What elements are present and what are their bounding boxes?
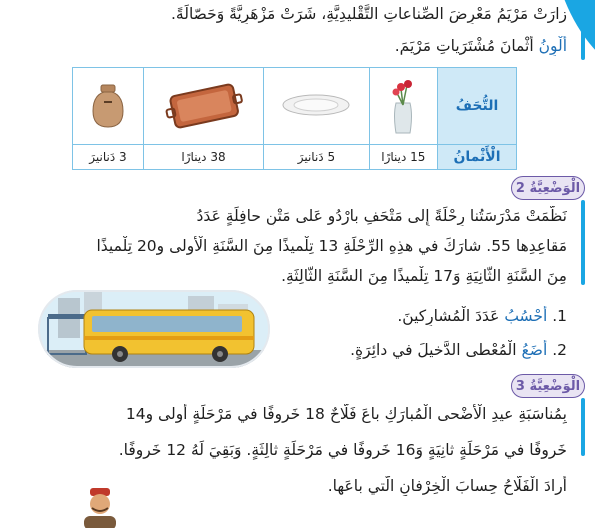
price-table: [72, 67, 517, 170]
piggy-bank-icon: [85, 79, 131, 131]
intro-prompt: [18, 36, 567, 56]
situation-2-line-2: مَقاعِدِها 55. شارَكَ في هذِهِ الرِّحْلَةِ 13 تِلْميذًا مِنَ السَّنَةِ الْأولى و20 تِلْميذًا: [96, 237, 567, 255]
intro-bar: [581, 2, 585, 60]
farmer-illustration: [78, 488, 122, 528]
situation-2-badge: الْوَضْعِيَّةُ 2: [511, 176, 585, 200]
situation-2-bar: [581, 200, 585, 285]
bus-illustration: [38, 290, 270, 368]
question-2-number: 2.: [552, 341, 567, 359]
question-2: [280, 340, 567, 360]
question-1-verb: أَحْسُبُ: [504, 307, 548, 325]
prompt-verb: أَلْوِنُ: [538, 37, 567, 55]
item-cell: [369, 68, 437, 145]
tray-icon: [164, 80, 244, 130]
price-cell[interactable]: 5 دَنانيرَ: [264, 145, 370, 170]
price-cell[interactable]: 38 دينارًا: [143, 145, 263, 170]
intro-line-1: زارَتْ مَرْيَمُ مَعْرِضَ الصِّناعاتِ التَّقْليدِيَّةِ، شَرَتْ مَزْهَرِيَّةً وَحَصّالَةً.: [171, 5, 567, 23]
question-2-verb: أَضَعُ: [521, 341, 548, 359]
items-header: التُّحَفُ: [438, 68, 517, 145]
price-cell[interactable]: 15 دينارًا: [369, 145, 437, 170]
question-1: [280, 306, 567, 326]
situation-3-line-3: أَرادَ الْفَلّاحُ حِسابَ الْخِرْفانِ الَّتي باعَها.: [327, 477, 567, 495]
situation-2-line-3: مِنَ السَّنَةِ الثّانِيَةِ وَ17 تِلْميذًا مِنَ السَّنَةِ الثّالِثَةِ.: [281, 267, 567, 285]
situation-3-line-1: بِمُناسَبَةِ عيدِ الْأَضْحى الْمُبارَكِ باعَ فَلّاحٌ 18 خَروفًا في مَرْحَلَةٍ أولى و14: [125, 405, 567, 423]
situation-3-badge: الْوَضْعِيَّةُ 3: [511, 374, 585, 398]
situation-2-line-1: نَظَّمَتْ مَدْرَسَتُنا رِحْلَةً إِلى مَتْحَفِ بارْدُو عَلى مَتْنِ حافِلَةٍ عَدَدُ: [196, 207, 567, 225]
situation-3-bar: [581, 398, 585, 456]
item-cell: [264, 68, 370, 145]
price-cell[interactable]: 3 دَنانيرَ: [73, 145, 144, 170]
prices-header: الْأَثْمانُ: [438, 145, 517, 170]
plate-icon: [281, 92, 351, 118]
question-1-rest: عَدَدَ الْمُشارِكينَ.: [397, 307, 505, 325]
prompt-rest: أَثْمانَ مُشْتَرَياتِ مَرْيَمَ.: [394, 37, 539, 55]
question-1-number: 1.: [552, 307, 567, 325]
item-cell: [73, 68, 144, 145]
situation-3-line-2: خَروفًا في مَرْحَلَةٍ ثانِيَةٍ وَ16 خَروفًا في مَرْحَلَةٍ ثالِثَةٍ. وَبَقِيَ لَهُ 12 خَروفًا.: [118, 441, 567, 459]
item-cell: [143, 68, 263, 145]
vase-icon: [383, 75, 423, 135]
question-2-rest: الْمُعْطى الدَّخيلَ في دائِرَةٍ.: [350, 341, 522, 359]
